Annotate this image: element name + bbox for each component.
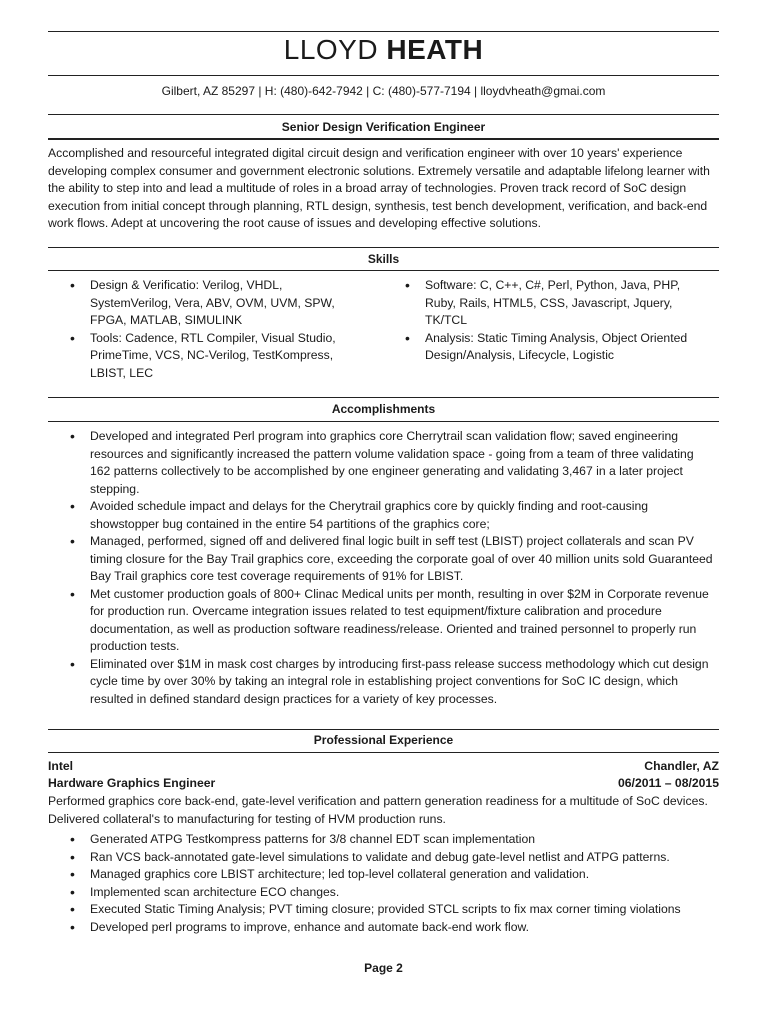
skill-item: • Design & Verificatio: Verilog, VHDL, SystemVerilog, Vera, ABV, OVM, UVM, SPW, FPGA, MATLAB, SIMULINK (48, 277, 348, 330)
job-dates: 06/2011 – 08/2015 (618, 776, 719, 790)
skills-right-column (383, 277, 703, 365)
experience-top-rule (48, 729, 719, 730)
duty-item: • Developed perl programs to improve, enhance and automate back-end work flow. (48, 919, 719, 937)
last-name: HEATH (386, 34, 484, 65)
title-bottom-rule (48, 138, 719, 140)
experience-bottom-rule (48, 752, 719, 753)
experience-heading: Professional Experience (313, 733, 454, 747)
duty-item: • Executed Static Timing Analysis; PVT timing closure; provided STCL scripts to fix max corner timing violations (48, 901, 719, 919)
job-description: Performed graphics core back-end, gate-level verification and pattern generation readiness for a multitude of SoC devices. Delivered collateral's to manufacturing for testing of HVM production runs. (48, 794, 708, 826)
skills-left-column (48, 277, 348, 382)
accomplishments-bottom-rule (48, 421, 719, 422)
accomplishment-item: • Avoided schedule impact and delays for the Cherytrail graphics core by quickly finding and root-causing showstopper bug contained in the entire 54 partitions of the graphics core; (48, 498, 719, 533)
accomplishments-heading: Accomplishments (331, 402, 436, 416)
duty-item: • Generated ATPG Testkompress patterns for 3/8 channel EDT scan implementation (48, 831, 719, 849)
name-rule (48, 75, 719, 76)
summary-paragraph: Accomplished and resourceful integrated digital circuit design and verification engineer with over 10 years' experience developing complex consumer and government electronic solutions. Extremely versatile and adaptable lifelong learner with the ability to step into and lead a multitude of roles in a broad array of technologies. Proven track record of SoC design execution from initial concept through planning, RTL design, synthesis, test bench development, verification, and back-end work flows. Adept at uncovering the root cause of issues and developing effective solutions. (48, 146, 710, 230)
accomplishment-item: • Developed and integrated Perl program into graphics core Cherrytrail scan validation flow; saved engineering resources and significantly increased the pattern volume validation space - going from a team of three validating 162 patterns collectively to be accomplished by one engineer generating and validating 3,467 in a later project stepping. (48, 428, 719, 498)
job-location: Chandler, AZ (644, 759, 719, 773)
first-name: LLOYD (283, 34, 379, 65)
employer-row (48, 758, 719, 775)
skill-item: • Software: C, C++, C#, Perl, Python, Java, PHP, Ruby, Rails, HTML5, CSS, Javascript, Jquery, TK/TCL (383, 277, 703, 330)
duty-item: • Managed graphics core LBIST architecture; led top-level collateral generation and validation. (48, 866, 719, 884)
accomplishments-top-rule (48, 397, 719, 398)
skills-top-rule (48, 247, 719, 248)
role-row (48, 775, 719, 792)
skill-item: • Analysis: Static Timing Analysis, Object Oriented Design/Analysis, Lifecycle, Logistic (383, 330, 703, 365)
accomplishment-item: • Eliminated over $1M in mask cost charges by introducing first-pass release success methodology which cut design cycle time by over 30% by taking an integral role in establishing project conventions for SoC IC design, which resulted in defined standard design practices for a variety of key processes. (48, 656, 719, 709)
accomplishments-list (48, 428, 719, 708)
skills-heading: Skills (367, 252, 400, 266)
job-title-heading: Senior Design Verification Engineer (281, 120, 486, 134)
candidate-name (48, 34, 719, 66)
skill-item: • Tools: Cadence, RTL Compiler, Visual Studio, PrimeTime, VCS, NC-Verilog, TestKompress, LBIST, LEC (48, 330, 348, 383)
duty-item: • Ran VCS back-annotated gate-level simulations to validate and debug gate-level netlist and ATPG patterns. (48, 849, 719, 867)
role-title: Hardware Graphics Engineer (48, 776, 216, 790)
page-number: Page 2 (364, 961, 403, 975)
contact-line: Gilbert, AZ 85297 | H: (480)-642-7942 | C: (480)-577-7194 | lloydvheath@gmai.com (161, 84, 606, 98)
title-top-rule (48, 114, 719, 115)
company-name: Intel (48, 759, 74, 773)
top-rule (48, 31, 719, 32)
skills-bottom-rule (48, 270, 719, 271)
accomplishment-item: • Met customer production goals of 800+ Clinac Medical units per month, resulting in over $2M in Corporate revenue for production run. Overcame integration issues related to test equipment/fixture calibration and procedure documentation, as well as production software readiness/release. Oriented and trained personnel to properly run production tests. (48, 586, 719, 656)
accomplishment-item: • Managed, performed, signed off and delivered final logic built in seff test (LBIST) project collaterals and scan PV timing closure for the Bay Trail graphics core, exceeding the corporate goal of over 40 million units sold Guaranteed Bay Trail graphics core test coverage requirements of 91% for LBIST. (48, 533, 719, 586)
duty-item: • Implemented scan architecture ECO changes. (48, 884, 719, 902)
duties-list (48, 831, 719, 936)
